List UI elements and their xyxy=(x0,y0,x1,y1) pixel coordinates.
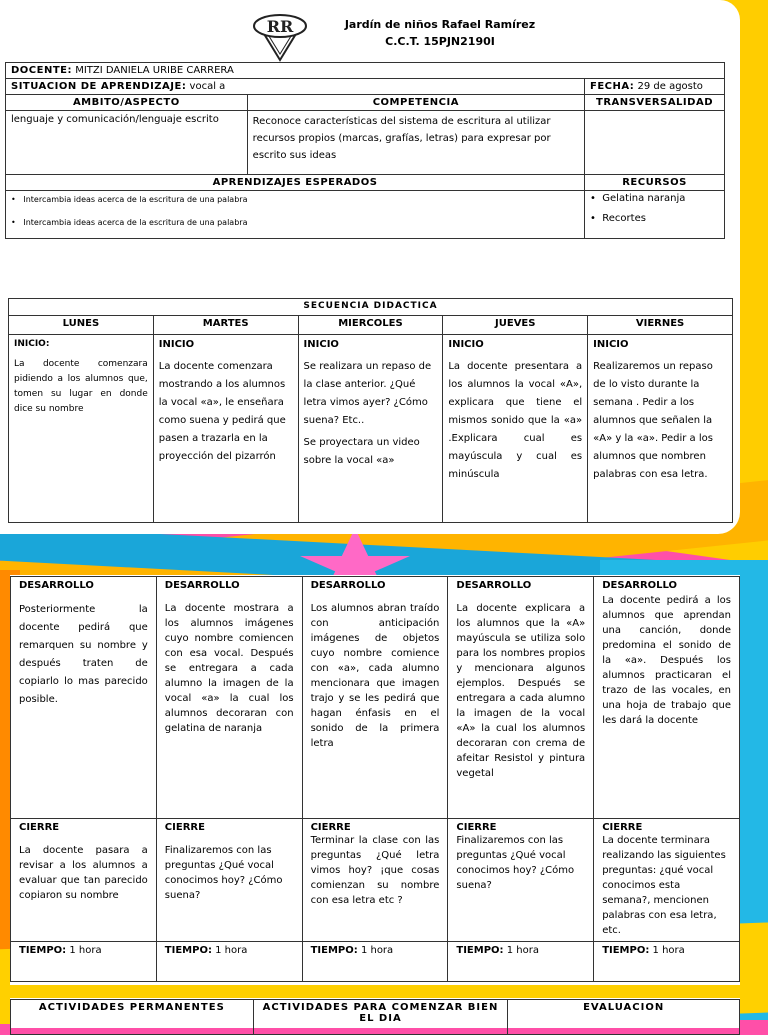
cierre-heading: CIERRE xyxy=(19,822,60,833)
desarrollo-viernes xyxy=(594,577,740,819)
actividades-permanentes-header: ACTIVIDADES PERMANENTES xyxy=(11,1000,254,1035)
inicio-heading: INICIO xyxy=(303,339,339,350)
desarrollo-heading: DESARROLLO xyxy=(310,580,386,591)
cierre-text: Finalizaremos con las preguntas ¿Qué vocal conocimos hoy? ¿Cómo suena? xyxy=(456,835,575,891)
inicio-extra-text: Se proyectara un video sobre la vocal «a» xyxy=(303,437,420,466)
tiempo-viernes: TIEMPO: 1 hora xyxy=(594,942,740,982)
ambito-header: AMBITO/ASPECTO xyxy=(6,95,248,111)
docente-value: MITZI DANIELA URIBE CARRERA xyxy=(75,65,234,76)
docente-label: DOCENTE: xyxy=(11,65,72,76)
situacion-value: vocal a xyxy=(189,81,226,92)
desarrollo-heading: DESARROLLO xyxy=(456,580,532,591)
docente-row xyxy=(6,63,725,79)
day-viernes: VIERNES xyxy=(588,316,733,335)
desarrollo-jueves xyxy=(448,577,594,819)
inicio-martes xyxy=(153,335,298,523)
cierre-heading: CIERRE xyxy=(456,822,497,833)
secuencia-title: SECUENCIA DIDACTICA xyxy=(9,299,733,316)
aprendizajes-header: APRENDIZAJES ESPERADOS xyxy=(6,175,585,191)
cierre-martes xyxy=(156,819,302,942)
evaluacion-header: EVALUACION xyxy=(508,1000,740,1035)
school-title xyxy=(310,16,570,50)
inicio-text: Realizaremos un repaso de lo visto durante la semana . Pedir a los alumnos que señalen la «A» y la «a». Pedir a los alumnos que nombren palabras con esa letra. xyxy=(593,361,713,480)
school-name: Jardín de niños Rafael Ramírez xyxy=(344,18,536,31)
cierre-text: Finalizaremos con las preguntas ¿Qué vocal conocimos hoy? ¿Cómo suena? xyxy=(164,845,283,901)
secuencia-continuacion-table xyxy=(10,576,740,982)
inicio-heading: INICIO: xyxy=(14,339,50,349)
tiempo-miercoles: TIEMPO: 1 hora xyxy=(302,942,448,982)
school-logo-icon xyxy=(250,10,310,62)
aprendizaje-item: • Intercambia ideas acerca de la escritura de una palabra xyxy=(11,218,248,227)
cierre-jueves xyxy=(448,819,594,942)
inicio-viernes xyxy=(588,335,733,523)
transversalidad-value xyxy=(585,111,725,175)
cierre-viernes xyxy=(594,819,740,942)
inicio-heading: INICIO xyxy=(448,339,484,350)
inicio-text: La docente comenzara mostrando a los alumnos la vocal «a», le enseñara como suena y pedirá que pasen a trazarla en la proyección del pizarrón xyxy=(158,361,286,462)
situacion-label: SITUACION DE APRENDIZAJE: xyxy=(11,81,187,92)
desarrollo-lunes xyxy=(11,577,157,819)
desarrollo-text: La docente mostrara a los alumnos imágenes cuyo nombre comiencen con esa vocal. Después se entregara a cada alumno la imagen de la vocal «a» la cual los alumnos decoraran con gelatina de naranja xyxy=(164,603,294,734)
school-cct: C.C.T. 15PJN2190I xyxy=(385,35,495,48)
tiempo-jueves: TIEMPO: 1 hora xyxy=(448,942,594,982)
inicio-heading: INICIO xyxy=(158,339,195,350)
desarrollo-text: Los alumnos abran traído con anticipación imágenes de objetos cuyo nombre comience con «a», cada alumno mencionara que imagen trajo y se les pedirá que hagan énfasis en el sonido de la primera letra xyxy=(310,603,440,749)
actividades-comenzar-header: ACTIVIDADES PARA COMENZAR BIEN EL DIA xyxy=(253,1000,508,1035)
secuencia-inicio-table xyxy=(8,298,733,523)
fecha-value: 29 de agosto xyxy=(637,81,703,92)
recurso-item: • Recortes xyxy=(590,213,646,224)
recursos-list xyxy=(585,191,725,239)
document-header xyxy=(250,8,570,64)
cierre-text: La docente pasara a revisar a los alumnos a evaluar que tan parecido copiaron su nombre xyxy=(19,845,148,901)
day-lunes: LUNES xyxy=(9,316,154,335)
fecha-label: FECHA: xyxy=(590,81,635,92)
day-jueves: JUEVES xyxy=(443,316,588,335)
desarrollo-martes xyxy=(156,577,302,819)
cierre-lunes xyxy=(11,819,157,942)
cierre-miercoles xyxy=(302,819,448,942)
aprendizaje-item: • Intercambia ideas acerca de la escritura de una palabra xyxy=(11,195,248,204)
logo-letters: RR xyxy=(266,17,294,36)
desarrollo-heading: DESARROLLO xyxy=(164,580,240,591)
info-table xyxy=(5,62,725,239)
cierre-text: Terminar la clase con las preguntas ¿Qué letra vimos hoy? ¡que cosas comienzan su nombre con esa letra etc ? xyxy=(310,835,440,906)
day-martes: MARTES xyxy=(153,316,298,335)
desarrollo-heading: DESARROLLO xyxy=(602,580,678,591)
inicio-text: La docente presentara a los alumnos la vocal «A», explicara que tiene el mismos sonido que la «a» .Explicara cual es mayúscula y cual es minúscula xyxy=(448,361,583,480)
recursos-header: RECURSOS xyxy=(585,175,725,191)
cierre-heading: CIERRE xyxy=(602,822,643,833)
situacion-row xyxy=(6,79,585,95)
recurso-item: • Gelatina naranja xyxy=(590,193,686,204)
transversalidad-header: TRANSVERSALIDAD xyxy=(585,95,725,111)
inicio-jueves xyxy=(443,335,588,523)
inicio-text: La docente comenzara pidiendo a los alumnos que, tomen su lugar en donde dice su nombre xyxy=(14,359,148,414)
desarrollo-text: La docente explicara a los alumnos que la «A» mayúscula se utiliza solo para los nombres propios y mencionara algunos ejemplos. Después se entregara a cada alumno la imagen de la vocal «A» la cual los alumnos decoraran con crema de afeitar Resistol y pintura vegetal xyxy=(456,603,586,779)
desarrollo-miercoles xyxy=(302,577,448,819)
tiempo-lunes: TIEMPO: 1 hora xyxy=(11,942,157,982)
competencia-header: COMPETENCIA xyxy=(247,95,584,111)
cierre-text: La docente terminara realizando las siguientes preguntas: ¿qué vocal conocimos esta semana?, mencionen palabras con esa letra, etc. xyxy=(602,835,726,936)
ambito-value: lenguaje y comunicación/lenguaje escrito xyxy=(6,111,248,175)
competencia-value: Reconoce características del sistema de escritura al utilizar recursos propios (marcas, grafías, letras) para expresar por escrito sus ideas xyxy=(247,111,584,175)
desarrollo-text: La docente pedirá a los alumnos que aprendan una canción, donde predomina el sonido de la «a». Después los alumnos practicaran el trazo de las vocales, en una hoja de trabajo que les dará la docente xyxy=(602,595,731,726)
aprendizajes-list xyxy=(6,191,585,239)
tiempo-martes: TIEMPO: 1 hora xyxy=(156,942,302,982)
inicio-text: Se realizara un repaso de la clase anterior. ¿Qué letra vimos ayer? ¿Cómo suena? Etc.. xyxy=(303,361,432,426)
cierre-heading: CIERRE xyxy=(164,822,205,833)
footer-table xyxy=(10,999,740,1035)
day-miercoles: MIERCOLES xyxy=(298,316,443,335)
desarrollo-text: Posteriormente la docente pedirá que remarquen su nombre y después traten de copiarlo lo mas parecido posible. xyxy=(19,604,148,705)
inicio-heading: INICIO xyxy=(593,339,629,350)
cierre-heading: CIERRE xyxy=(310,822,351,833)
inicio-lunes xyxy=(9,335,154,523)
desarrollo-heading: DESARROLLO xyxy=(19,580,94,591)
inicio-miercoles xyxy=(298,335,443,523)
fecha-cell xyxy=(585,79,725,95)
